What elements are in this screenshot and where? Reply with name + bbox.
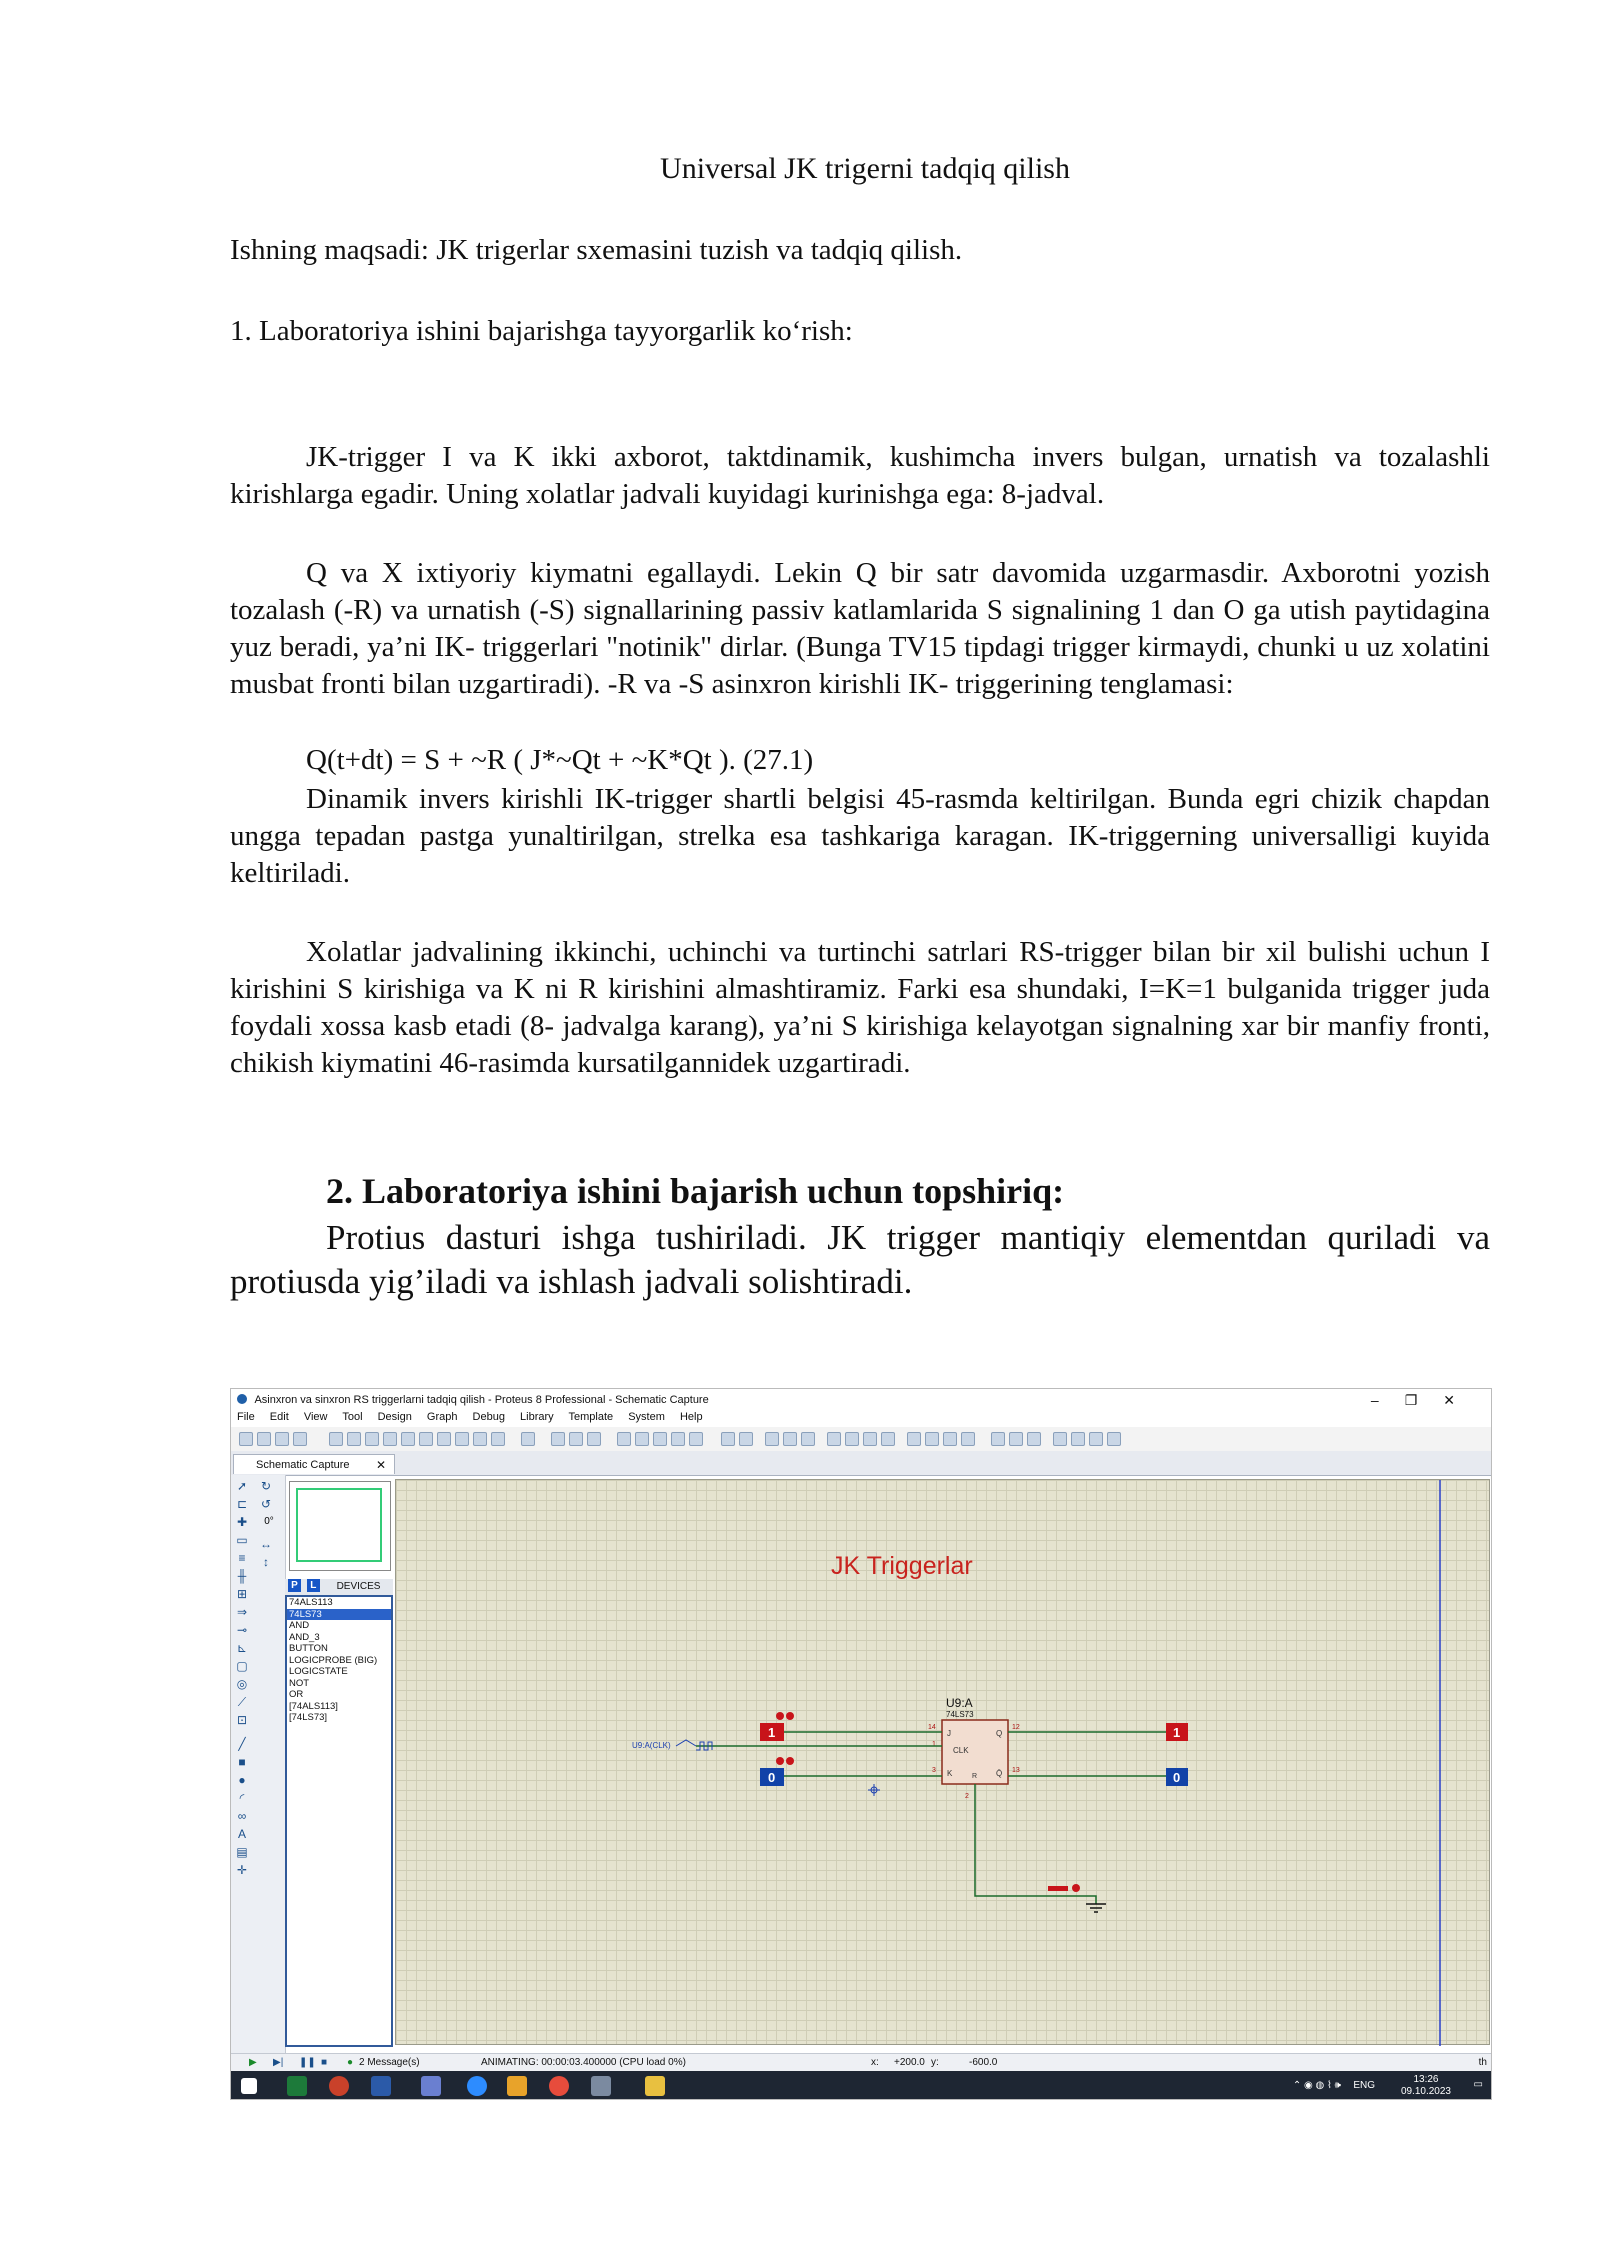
status-bar	[231, 2053, 1491, 2072]
copy-icon[interactable]	[783, 1432, 797, 1446]
pin-number: 2	[965, 1793, 969, 1800]
info-icon: ●	[347, 2057, 354, 2068]
path-tool-icon[interactable]: ∞	[237, 1809, 247, 1823]
remove-sheet-icon[interactable]	[1071, 1432, 1085, 1446]
window-titlebar	[231, 1389, 1491, 1411]
generator-icon[interactable]: ◎	[236, 1677, 248, 1691]
wire-autorouter-icon[interactable]	[991, 1432, 1005, 1446]
pick-devices-button[interactable]: P	[288, 1579, 301, 1592]
rotate-ccw-icon[interactable]: ↺	[260, 1497, 272, 1511]
buses-icon[interactable]: ╫	[237, 1569, 247, 1583]
device-item[interactable]: AND_3	[289, 1631, 320, 1643]
rotation-value[interactable]: 0°	[264, 1516, 274, 1527]
clock-arrow-icon	[676, 1740, 696, 1746]
arc-tool-icon[interactable]: ◜	[239, 1791, 245, 1805]
refresh-icon[interactable]	[551, 1432, 565, 1446]
wire-label-icon[interactable]: ▭	[236, 1533, 248, 1547]
windows-taskbar	[231, 2071, 1491, 2100]
pcb-icon[interactable]	[365, 1432, 379, 1446]
overview-viewport[interactable]	[296, 1488, 382, 1562]
menu-view[interactable]: View	[303, 1411, 328, 1423]
tab-label: Schematic Capture	[256, 1459, 350, 1471]
logicstate-j-value: 1	[768, 1725, 776, 1740]
menu-library[interactable]: Library	[520, 1411, 554, 1423]
proteus-app-icon	[237, 1394, 247, 1404]
stop-icon[interactable]: ■	[321, 2057, 328, 2068]
logic-indicator-icon	[786, 1757, 794, 1765]
menu-template[interactable]: Template	[568, 1411, 614, 1423]
chrome-icon[interactable]	[549, 2076, 569, 2096]
new-file-icon[interactable]	[239, 1432, 253, 1446]
menu-bar	[231, 1411, 1491, 1427]
schematic-icon[interactable]	[347, 1432, 361, 1446]
selection-mode-icon[interactable]: ➚	[236, 1479, 248, 1493]
device-item[interactable]: OR	[289, 1689, 304, 1700]
schematic-canvas[interactable]	[395, 1479, 1490, 2045]
zoom-out-icon[interactable]	[653, 1432, 667, 1446]
pin-r-label: R	[972, 1773, 978, 1780]
save-icon[interactable]	[275, 1432, 289, 1446]
graph-icon[interactable]: ⊾	[236, 1641, 248, 1655]
component-mode-icon[interactable]: ⊏	[236, 1497, 248, 1511]
task-text: Protius dasturi ishga tushiriladi. JK trigger mantiqiy elementdan quriladi va protiusda yig’iladi va ishlash jadvali solishtiradi.	[230, 1218, 1490, 1301]
button-indicator-icon	[1072, 1884, 1080, 1892]
block-copy-icon[interactable]	[827, 1432, 841, 1446]
logicprobe-q-value: 1	[1173, 1725, 1181, 1740]
device-list	[285, 1595, 393, 2047]
symbol-tool-icon[interactable]: ▤	[236, 1845, 248, 1859]
step-icon[interactable]: ▶|	[273, 2057, 284, 2068]
notes-icon[interactable]	[473, 1432, 487, 1446]
property-assignment-icon[interactable]	[1027, 1432, 1041, 1446]
pan-icon[interactable]	[617, 1432, 631, 1446]
word-icon[interactable]	[371, 2076, 391, 2096]
box-tool-icon[interactable]: ■	[238, 1755, 246, 1769]
block-move-icon[interactable]	[845, 1432, 859, 1446]
wire-reset	[975, 1784, 1036, 1896]
bom-icon[interactable]	[437, 1432, 451, 1446]
search-icon[interactable]	[1009, 1432, 1023, 1446]
text-tool-icon[interactable]: A	[237, 1827, 246, 1841]
menu-edit[interactable]: Edit	[269, 1411, 289, 1423]
device-item[interactable]: NOT	[289, 1677, 310, 1689]
library-manager-button[interactable]: L	[307, 1579, 320, 1592]
pin-qbar-label: Q̄	[996, 1769, 1003, 1778]
pin-number: 13	[1012, 1767, 1020, 1774]
menu-graph[interactable]: Graph	[426, 1411, 458, 1423]
3d-view-icon[interactable]	[383, 1432, 397, 1446]
grid-icon[interactable]	[569, 1432, 583, 1446]
paragraph-2: Q va X ixtiyoriy kiymatni egallaydi. Lekin Q bir satr davomida uzgarmasdir. Axborotni yozish tozalash (-R) va urnatish (-S) signallarining passiv katlamlarida S signalining 1 dan O ga utish paytidagina yuz beradi, ya’ni IK- triggerlari "notinik" dirlar. (Bunga TV15 tipdagi trigger kirmaydi, chunki u uz xolatini musbat fronti bilan uzgartiradi). -R va -S asinxron kirishli IK- triggerining tenglamasi:	[230, 557, 1490, 700]
status-extra: th	[1478, 2057, 1487, 2068]
section-2-heading: 2. Laboratoriya ishini bajarish uchun topshiriq:	[326, 1171, 1065, 1211]
formula: Q(t+dt) = S + ~R ( J*~Qt + ~K*Qt ). (27.1)	[306, 744, 814, 776]
chip-part-label: 74LS73	[946, 1710, 974, 1719]
device-item[interactable]: LOGICPROBE (BIG)	[289, 1654, 378, 1666]
block-rotate-icon[interactable]	[863, 1432, 877, 1446]
zoom-area-icon[interactable]	[689, 1432, 703, 1446]
pause-icon[interactable]: ❚❚	[299, 2057, 316, 2068]
redo-icon[interactable]	[739, 1432, 753, 1446]
logicstate-k-value: 0	[768, 1770, 776, 1785]
design-explorer-icon[interactable]	[419, 1432, 433, 1446]
schematic-drawing	[396, 1480, 1491, 2046]
logic-indicator-icon	[786, 1712, 794, 1720]
pin-number: 12	[1012, 1724, 1020, 1731]
logic-indicator-icon	[776, 1757, 784, 1765]
app-icon[interactable]	[421, 2076, 441, 2096]
telegram-icon[interactable]	[507, 2076, 527, 2096]
push-button[interactable]	[1048, 1886, 1068, 1891]
x-coordinate: +200.0	[894, 2057, 925, 2068]
rotate-cw-icon[interactable]: ↻	[260, 1479, 272, 1493]
netlist-icon[interactable]	[1107, 1432, 1121, 1446]
cut-icon[interactable]	[765, 1432, 779, 1446]
proteus-screenshot	[230, 1388, 1492, 2100]
mode-toolbar	[231, 1475, 286, 2053]
logicprobe-qbar-value: 0	[1173, 1770, 1181, 1785]
help-icon[interactable]	[521, 1432, 535, 1446]
schematic-heading: JK Triggerlar	[831, 1552, 973, 1580]
powerpoint-icon[interactable]	[329, 2076, 349, 2096]
device-item[interactable]: AND	[289, 1620, 310, 1631]
close-tab-icon[interactable]: ✕	[375, 1458, 386, 1472]
pin-number: 1	[932, 1741, 936, 1748]
zoom-all-icon[interactable]	[671, 1432, 685, 1446]
clock[interactable]	[1401, 2074, 1451, 2098]
page-title: Universal JK trigerni tadqiq qilish	[660, 152, 1070, 185]
mirror-vertical-icon[interactable]: ↕	[263, 1555, 269, 1569]
clock-label: U9:A(CLK)	[632, 1741, 671, 1750]
new-sheet-icon[interactable]	[1053, 1432, 1067, 1446]
voltage-probe-icon[interactable]: ⟋	[237, 1695, 247, 1709]
pin-number: 3	[932, 1767, 936, 1774]
main-toolbar	[231, 1427, 1491, 1452]
paragraph-4: Xolatlar jadvalining ikkinchi, uchinchi va turtinchi satrlari RS-trigger bilan bir xil bulishi uchun I kirishini S kirishiga va K ni R kirishini almashtiramiz. Farki esa shundaki, I=K=1 bulganida trigger juda foydali xossa kasb etadi (8- jadvalga karang), ya’ni S kirishiga kelayotgan signalning xar bir manfiy fronti, chikish kiymatini 46-rasimda kursatilgannidek uzgartiradi.	[230, 936, 1490, 1079]
device-item-selected[interactable]: 74LS73	[287, 1609, 391, 1621]
device-item[interactable]: LOGICSTATE	[289, 1666, 348, 1677]
animation-status: ANIMATING: 00:00:03.400000 (CPU load 0%)	[481, 2057, 686, 2068]
system-tray-icons[interactable]: ⌃ ◉ ◍ ⌇ 🕪	[1292, 2080, 1341, 2091]
circle-tool-icon[interactable]: ●	[238, 1773, 246, 1787]
open-file-icon[interactable]	[257, 1432, 271, 1446]
mirror-horizontal-icon[interactable]: ↔	[260, 1537, 272, 1551]
devices-title: DEVICES	[336, 1581, 381, 1592]
import-icon[interactable]	[293, 1432, 307, 1446]
menu-help[interactable]: Help	[679, 1411, 703, 1423]
window-title: Asinxron va sinxron RS triggerlarni tadqiq qilish - Proteus 8 Professional - Schematic Capture	[254, 1394, 709, 1406]
notifications-icon[interactable]: ▭	[1473, 2079, 1483, 2090]
line-tool-icon[interactable]: ╱	[238, 1737, 246, 1751]
device-item[interactable]: BUTTON	[289, 1643, 328, 1654]
pin-j-label: J	[947, 1729, 951, 1738]
menu-file[interactable]: File	[237, 1411, 255, 1423]
section-1-heading: 1. Laboratoriya ishini bajarishga tayyorgarlik ko‘rish:	[230, 315, 853, 347]
exit-to-parent-icon[interactable]	[1089, 1432, 1103, 1446]
pin-number: 14	[928, 1724, 936, 1731]
home-icon[interactable]	[329, 1432, 343, 1446]
junction-dot-icon[interactable]: ✚	[236, 1515, 248, 1529]
excel-icon[interactable]	[287, 2076, 307, 2096]
virtual-instruments-icon[interactable]: ⊡	[236, 1713, 248, 1727]
ground-wire	[1080, 1896, 1096, 1904]
clock-time: 13:26	[1413, 2074, 1439, 2085]
minimize-icon[interactable]: –	[1370, 1392, 1405, 1408]
messages-count[interactable]: 2 Message(s)	[359, 2057, 420, 2068]
logic-indicator-icon	[776, 1712, 784, 1720]
menu-design[interactable]: Design	[377, 1411, 412, 1423]
overview-window[interactable]	[289, 1481, 391, 1571]
block-delete-icon[interactable]	[881, 1432, 895, 1446]
file-explorer-icon[interactable]	[645, 2076, 665, 2096]
y-coordinate: -600.0	[969, 2057, 998, 2068]
restore-icon[interactable]: ❐	[1404, 1392, 1444, 1408]
origin-icon[interactable]	[587, 1432, 601, 1446]
clock-date: 09.10.2023	[1400, 2086, 1451, 2097]
windows-start-icon[interactable]	[241, 2078, 257, 2094]
marker-tool-icon[interactable]: ✛	[236, 1863, 248, 1877]
subcircuit-icon[interactable]: ⊞	[236, 1587, 248, 1601]
report-icon[interactable]	[491, 1432, 505, 1446]
menu-tool[interactable]: Tool	[342, 1411, 363, 1423]
devices-header	[285, 1579, 393, 1595]
pin-clk-label: CLK	[953, 1746, 969, 1755]
play-icon[interactable]: ▶	[249, 2057, 257, 2068]
source-code-icon[interactable]	[455, 1432, 469, 1446]
y-label: y:	[931, 2057, 939, 2068]
terminals-icon[interactable]: ⇒	[236, 1605, 248, 1619]
device-item[interactable]: 74ALS113	[289, 1597, 333, 1608]
decompose-icon[interactable]	[961, 1432, 975, 1446]
tab-row	[231, 1451, 1491, 1476]
pin-k-label: K	[947, 1769, 953, 1778]
make-device-icon[interactable]	[925, 1432, 939, 1446]
pick-device-icon[interactable]	[907, 1432, 921, 1446]
pin-q-label: Q	[996, 1729, 1003, 1738]
tape-recorder-icon[interactable]: ▢	[236, 1659, 248, 1673]
paste-icon[interactable]	[801, 1432, 815, 1446]
zoom-icon[interactable]	[467, 2076, 487, 2096]
text-script-icon[interactable]: ≡	[238, 1551, 246, 1565]
device-pins-icon[interactable]: ⊸	[236, 1623, 248, 1637]
package-tool-icon[interactable]	[943, 1432, 957, 1446]
device-item[interactable]: [74ALS113]	[289, 1700, 338, 1712]
chip-ref-label: U9:A	[946, 1696, 973, 1710]
x-label: x:	[871, 2057, 879, 2068]
paragraph-1: JK-trigger I va K ikki axborot, taktdinamik, kushimcha invers bulgan, urnatish va tozalashli kirishlarga egadir. Uning xolatlar jadvali kuyidagi kurinishga ega: 8-jadval.	[230, 441, 1490, 510]
close-icon[interactable]: ✕	[1443, 1392, 1481, 1408]
tab-schematic-capture[interactable]	[233, 1454, 395, 1474]
menu-system[interactable]: System	[628, 1411, 665, 1423]
proteus-taskbar-icon[interactable]	[591, 2076, 611, 2096]
menu-debug[interactable]: Debug	[472, 1411, 505, 1423]
device-item[interactable]: [74LS73]	[289, 1712, 328, 1723]
zoom-in-icon[interactable]	[635, 1432, 649, 1446]
undo-icon[interactable]	[721, 1432, 735, 1446]
language-indicator[interactable]: ENG	[1353, 2080, 1375, 2091]
gerber-icon[interactable]	[401, 1432, 415, 1446]
goal-text: Ishning maqsadi: JK trigerlar sxemasini tuzish va tadqiq qilish.	[230, 234, 963, 266]
paragraph-3: Dinamik invers kirishli IK-trigger shartli belgisi 45-rasmda keltirilgan. Bunda egri chizik chapdan ungga tepadan pastga yunaltirilgan, strelka esa tashkariga karagan. IK-triggerning universalligi kuyida keltiriladi.	[230, 783, 1490, 889]
